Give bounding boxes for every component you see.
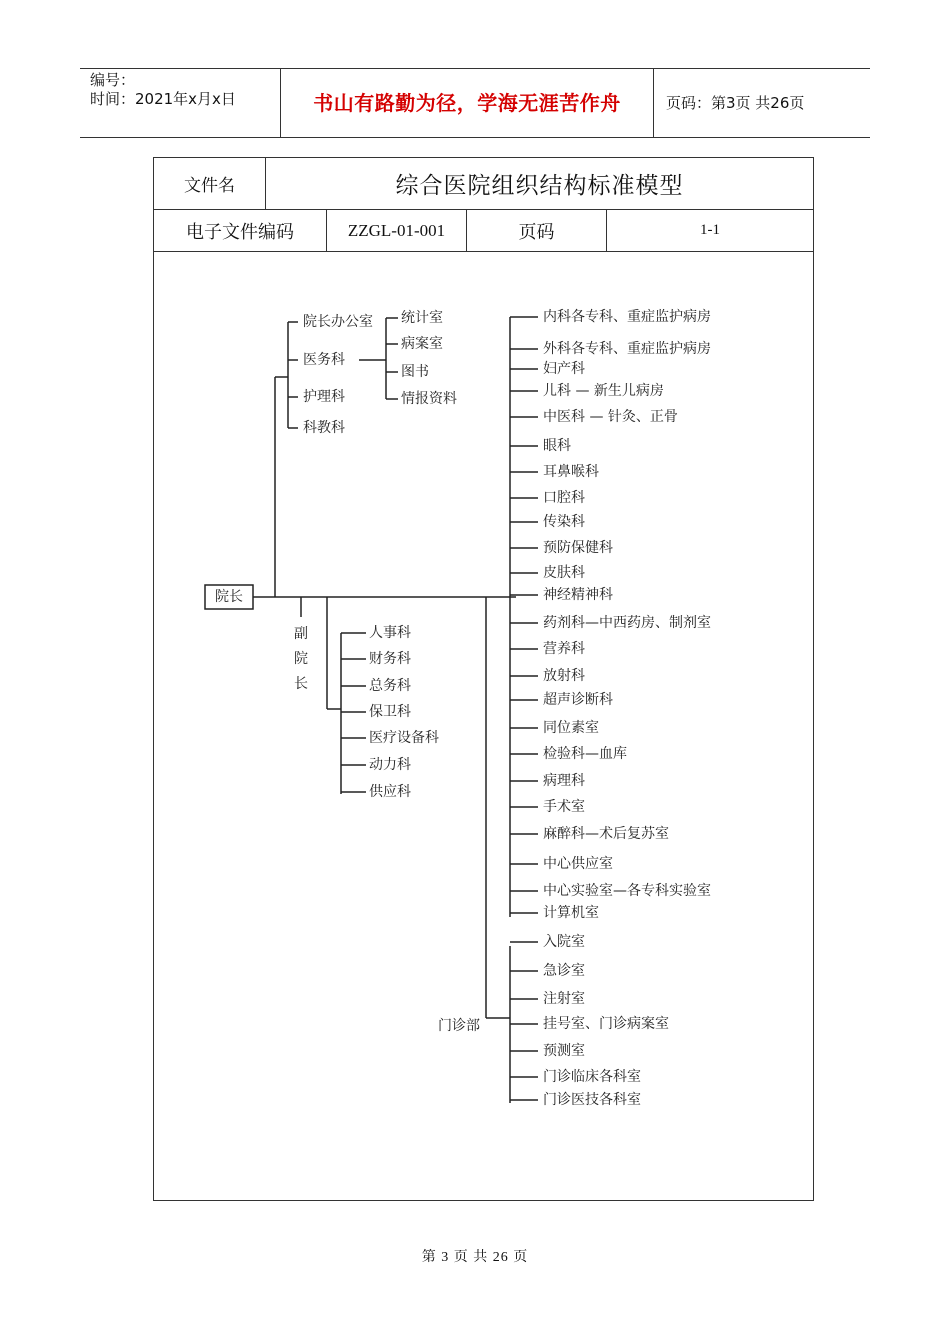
clinical-dept-node: 口腔科 <box>543 490 585 506</box>
outpatient-dept-node: 挂号室、门诊病案室 <box>543 1016 669 1032</box>
clinical-dept-node: 检验科—血库 <box>543 746 627 762</box>
vice-dept-node: 供应科 <box>369 784 411 800</box>
upper-branch-node: 院长办公室 <box>303 314 373 330</box>
clinical-dept-node: 传染科 <box>543 514 585 530</box>
clinical-dept-node: 营养科 <box>543 641 585 657</box>
header-page-cell <box>654 69 870 137</box>
clinical-dept-node: 妇产科 <box>543 361 585 377</box>
header-motto-cell <box>281 69 654 137</box>
medical-sub-node: 图书 <box>401 364 429 380</box>
vice-dept-node: 财务科 <box>369 651 411 667</box>
clinical-dept-node: 中心供应室 <box>543 856 613 872</box>
clinical-dept-node: 内科各专科、重症监护病房 <box>543 309 711 325</box>
document-title: 综合医院组织结构标准模型 <box>395 173 684 199</box>
upper-branch-node: 医务科 <box>303 352 345 368</box>
clinical-dept-node: 麻醉科—术后复苏室 <box>543 826 669 842</box>
code-value: ZZGL-01-001 <box>327 210 467 251</box>
vice-node: 副 <box>294 626 308 642</box>
upper-branch-node: 护理科 <box>303 389 345 405</box>
outpatient-dept-node: 门诊医技各科室 <box>543 1092 641 1108</box>
medical-sub-node: 统计室 <box>401 310 443 326</box>
vice-dept-node: 人事科 <box>369 625 411 641</box>
vice-dept-node: 总务科 <box>369 678 411 694</box>
org-chart <box>153 251 812 1199</box>
outpatient-dept-node: 注射室 <box>543 991 585 1007</box>
vice-dept-node: 医疗设备科 <box>369 730 439 746</box>
clinical-dept-node: 手术室 <box>543 799 585 815</box>
filename-label: 文件名 <box>154 158 266 209</box>
number-label: 编号： <box>90 71 136 89</box>
header-page-info: 页码：第3页 共26页 <box>666 94 805 112</box>
code-row <box>154 210 813 252</box>
outpatient-dept-node: 预测室 <box>543 1043 585 1059</box>
clinical-dept-node: 预防保健科 <box>543 540 613 556</box>
clinical-dept-node: 眼科 <box>543 438 571 454</box>
root-node: 院长 <box>215 589 243 605</box>
outpatient-dept-node: 入院室 <box>543 934 585 950</box>
clinical-dept-node: 超声诊断科 <box>543 692 613 708</box>
page-label: 页码 <box>467 210 607 251</box>
clinical-dept-node: 病理科 <box>543 773 585 789</box>
vice-node: 院 <box>294 651 308 667</box>
clinical-dept-node: 中心实验室—各专科实验室 <box>543 883 711 899</box>
clinical-dept-node: 放射科 <box>543 668 585 684</box>
vice-dept-node: 保卫科 <box>369 704 411 720</box>
clinical-dept-node: 儿科 — 新生儿病房 <box>543 383 664 399</box>
page-value: 1-1 <box>700 222 720 238</box>
vice-node: 长 <box>294 676 308 692</box>
outpatient-dept-node: 急诊室 <box>543 963 585 979</box>
medical-sub-node: 病案室 <box>401 336 443 352</box>
clinical-dept-node: 中医科 — 针灸、正骨 <box>543 409 678 425</box>
medical-sub-node: 情报资料 <box>401 391 457 407</box>
time-label: 时间：2021年x月x日 <box>90 90 236 108</box>
header-meta <box>80 69 281 137</box>
outpatient-node: 门诊部 <box>438 1018 480 1034</box>
clinical-dept-node: 外科各专科、重症监护病房 <box>543 341 711 357</box>
outpatient-dept-node: 门诊临床各科室 <box>543 1069 641 1085</box>
clinical-dept-node: 神经精神科 <box>543 587 613 603</box>
motto: 书山有路勤为径，学海无涯苦作舟 <box>313 91 621 115</box>
title-row <box>154 158 813 210</box>
upper-branch-node: 科教科 <box>303 420 345 436</box>
clinical-dept-node: 耳鼻喉科 <box>543 464 599 480</box>
vice-dept-node: 动力科 <box>369 757 411 773</box>
page-header <box>80 68 870 138</box>
clinical-dept-node: 计算机室 <box>543 905 599 921</box>
page-footer: 第 3 页 共 26 页 <box>421 1250 529 1265</box>
clinical-dept-node: 皮肤科 <box>543 565 585 581</box>
clinical-dept-node: 药剂科—中西药房、制剂室 <box>543 615 711 631</box>
code-label: 电子文件编码 <box>154 210 327 251</box>
clinical-dept-node: 同位素室 <box>543 720 599 736</box>
